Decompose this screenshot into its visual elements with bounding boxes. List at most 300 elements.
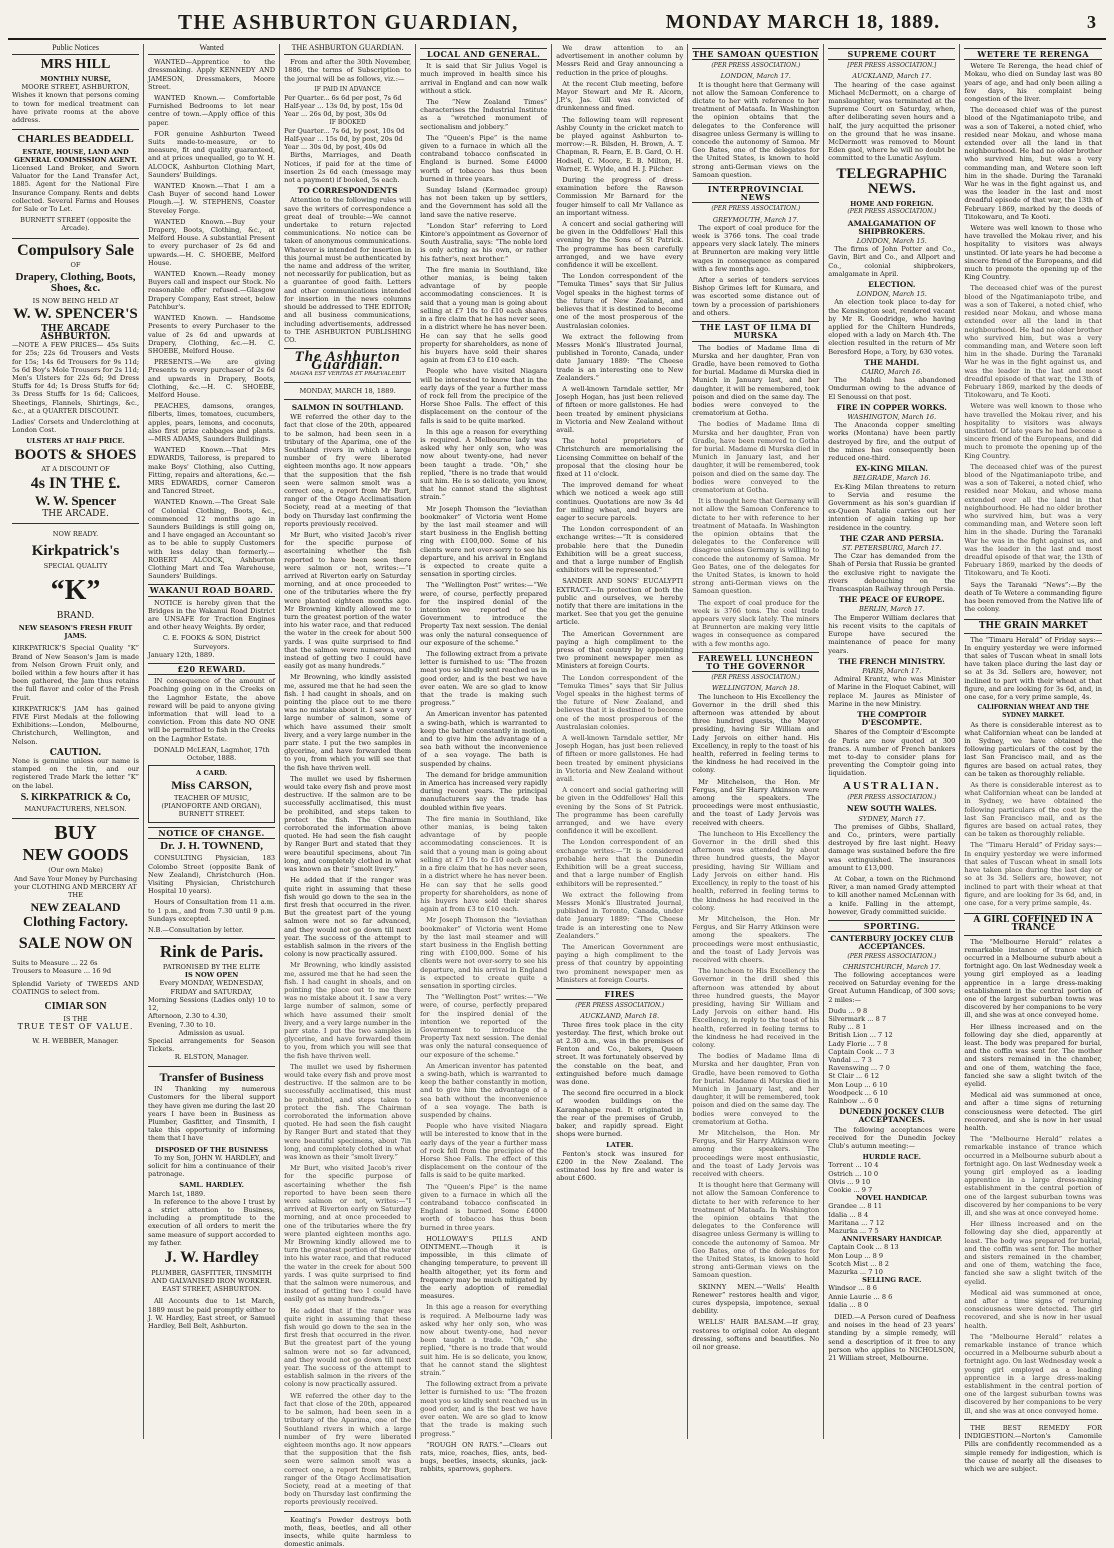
article-text: Wetere was well known to those who have travelled the Mokau river, and his hospitality to visitors was always unstinted. Of late years he had become a sincere friend of the Europeans, and did much to promote the opening up of the King Country. bbox=[964, 402, 1103, 460]
acceptance-row: Mazurka ... 7 10 bbox=[828, 1268, 883, 1277]
news-item: The demand for bridge ammunition in America has increased very rapidly during recent years. The principal manufacturers say the trade has doubled within five years. bbox=[420, 770, 548, 812]
ad-subtitle: CAUTION. bbox=[49, 747, 102, 758]
news-item: The fire mania in Southland, like other manias, is being taken advantage of by people accommodating consciences. It is said that a young man is going about selling at £7 10s to £10 each shares in a fire claim that he has never seen, in a district where he has never been. He can say that he sells good property for shareholders, as none of his buyers have sold their shares again at from £3 to £10 each. bbox=[420, 814, 548, 914]
ad-text: TEACHER OF MUSIC, (PIANOFORTE AND ORGAN), bbox=[161, 794, 262, 811]
article-text: WE referred the other day to the fact that close of the 20th, appeared to be salmon, had been seen in a tributary of the Aparima, one of the Southland rivers in which a large number of fry were liberated eighteen months ago. It now appears that the supposition that the fish seen were salmon smolt was a correct one, a report from Mr Burt, ranger of the Otago Acclimatisation Society, read at a meeting of that body on Thursday last confirming the reports previously received. bbox=[284, 413, 412, 528]
ad-subtitle: MANUFACTURERS, NELSON. bbox=[24, 805, 127, 814]
article-heading: THE PEACE OF EUROPE. bbox=[838, 595, 945, 605]
article-text: The luncheon to His Excellency the Governor in the drill shed this afternoon was attended by about three hundred guests, the Mayor presiding, having Sir William and Lady Jervois on either hand. His Excellency, in reply to the toast of his health, referred in feeling terms to the kindness he had received in the colony. bbox=[692, 967, 820, 1049]
section-heading: TELEGRAPHIC NEWS. bbox=[836, 165, 948, 198]
notice-text: Hours of Consultation from 11 a.m. to 1 p.m., and from 7.30 until 9 p.m. Sundays excepted. bbox=[148, 898, 276, 923]
advertisement-text: DIED.—A Person cured of Deafness and noises in the head of 23 years' standing by a simple remedy, will send a description of it free to any person who applies to NICHOLSON, 21 William street, Melbourne. bbox=[828, 1313, 956, 1363]
column-heading: Wanted bbox=[148, 44, 275, 55]
ad-date: March 1st, 1889. bbox=[148, 1189, 206, 1198]
ad-title: W. W. SPENCER'S bbox=[13, 305, 138, 322]
news-item: At the recent Club meeting, before Mayor Stewart and Mr R. Alcorn, J.P.'s, Jas. Gill was convicted of drunkenness and fined. bbox=[556, 79, 684, 113]
ad-title: CIMIAR SON bbox=[44, 1001, 107, 1013]
ad-text: Evening, 7.30 to 10. bbox=[148, 1020, 216, 1029]
acceptance-row: Idalia ... 8 0 bbox=[828, 1300, 869, 1309]
acceptance-row: Cookie ... 9 7 bbox=[828, 1186, 873, 1195]
ad-title: S. KIRKPATRICK & Co, bbox=[20, 791, 131, 803]
article-subheading: CALIFORNIAN WHEAT AND THE SYDNEY MARKET. bbox=[977, 704, 1089, 720]
article-text: The “Melbourne Herald” relates a remarkable instance of trance which occurred in a Melbourne suburb about a fortnight ago. On last Wednesday week a young girl employed as a leading apprentice in a large dress-making establishment in the central portion of one of the largest suburban towns was discovered by her companions to be very ill, and she was at once conveyed home. bbox=[964, 1135, 1103, 1218]
article-text: Three fires took place in the city yesterday. The first, which broke out at 2.30 a.m., was in the premises of Fenton and Co., bakers, Queen street. It was fortunately observed by the constable on the beat, and extinguished before much damage was done. bbox=[556, 1020, 684, 1086]
terms-heading: IF PAID IN ADVANCE bbox=[314, 85, 381, 93]
news-item: In this age a reason for everything is required. A Melbourne lady was asked why her only son, who was now about twenty-one, had never been taught a trade. “Oh,” she replied, “there is no trade that would suit him. He is so delicate, you know, that he cannot stand the slightest strain.” bbox=[420, 427, 548, 502]
paper-nameplate: The Ashburton Guardian. bbox=[294, 349, 401, 374]
news-item: The “Queen's Pipe” is the name given to a furnace in which all the contraband tobacco confiscated in England is burned. Some £4000 worth of tobacco has thus been burned in three years. bbox=[420, 1182, 548, 1232]
ad-title: NEW GOODS bbox=[22, 845, 129, 865]
column-heading: Public Notices bbox=[12, 44, 139, 55]
news-item: People who have visited Niagara will be interested to know that in the early days of the year a further mass of rock fell from the precipice of the Horse Shoe Falls. The effect of this displacement on the contour of the falls is said to be quite marked. bbox=[420, 1122, 548, 1180]
section-heading: FIRES bbox=[556, 988, 683, 1000]
ad-title: CHARLES BEADDELL bbox=[17, 133, 134, 146]
acceptance-row: Silvermark ... 8 7 bbox=[828, 1014, 887, 1023]
news-item: An American inventor has patented a swing-bath, which is warranted to keep the bather constantly in motion, and to give him the advantage of a sea bath without the inconvenience of a sea voyage. The bath is suspended by chains. bbox=[420, 710, 548, 768]
divider bbox=[12, 129, 139, 130]
article-text: The Czar has demanded from the Shah of Persia that Russia be granted the exclusive right to navigate the rivers debouching on the Transcaspian Railway through Persia. bbox=[828, 552, 956, 594]
news-item: The “Wellington Post” writes:—“We were, of course, perfectly prepared for the inspired denial of the intention we reported of the Government to introduce the Property Tax next session. The denial was only the natural consequence of our exposure of the scheme.” bbox=[420, 993, 548, 1059]
article-heading: THE CZAR AND PERSIA. bbox=[839, 533, 944, 543]
ad-title: Rink de Paris. bbox=[159, 942, 264, 962]
acceptance-row: Dudu ... 9 8 bbox=[828, 1006, 868, 1015]
acceptance-row: Rainbow ... 6 0 bbox=[828, 1097, 879, 1105]
race-heading: SELLING RACE. bbox=[862, 1276, 922, 1285]
acceptance-row: St Clair ... 6 12 bbox=[828, 1072, 880, 1081]
news-item: It is said that Sir Julius Vogel is much improved in health since his arrival in England and can now walk without a stick. bbox=[420, 62, 548, 95]
terms-line: Year ... 26s 0d, by post, 30s 0d bbox=[284, 110, 387, 119]
article-text: At Cobar, a town on the Richmond River, a man named Grady attempted to kill another named McLennan with a knife. Falling in the attempt, however, Grady committed suicide. bbox=[828, 874, 956, 916]
classified-ad: WANTED Known.—That Mrs EDWARDS, Tailoress, is prepared to make Boys' Clothing, also Cutting, Fitting, repairs and alterations, &c.—MRS EDWARDS, corner Cameron and Tancred Street. bbox=[148, 446, 276, 496]
race-heading: HURDLE RACE. bbox=[862, 1153, 921, 1162]
column-wanted bbox=[144, 44, 280, 1439]
ad-text: IS THE bbox=[63, 1014, 88, 1023]
dateline: BELGRADE, March 16. bbox=[852, 474, 931, 483]
acceptance-row: Olvis ... 9 10 bbox=[828, 1177, 871, 1186]
ad-text: In reference to the above I trust by a strict attention to Business, including a promptitude to the execution of all orders to merit the same measure of support accorded to my father. bbox=[148, 1197, 276, 1247]
news-item: We draw attention to an advertisement in another column by Messrs Reid and Gray announcing a reduction in the price of ploughs. bbox=[556, 44, 684, 77]
article-text: The firms of John Potter and Co., Gavin, Birt and Co., and Allport and Co., colonial shipbrokers, amalgamate in April. bbox=[828, 245, 956, 278]
news-item: The hotel proprietors of Christchurch are memorialising the Licensing Committee on behalf of the proposal that the closing hour be fixed at 11 o'clock. bbox=[556, 437, 684, 478]
article-text: The Mahdi has abandoned Omdurman owing to the advance of El Senoussi on that post. bbox=[828, 376, 956, 401]
article-heading: ELECTION. bbox=[868, 279, 916, 289]
article-text: WE referred the other day to the fact that close of the 20th, appeared to be salmon, had been seen in a tributary of the Aparima, one of the Southland rivers in which a large number of fry were liberated eighteen months ago. It now appears that the supposition that the fish seen were salmon smolt was a correct one, a report from Mr Burt, ranger of the Otago Acclimatisation Society, read at a meeting of that body on Thursday last confirming the reports previously received. bbox=[284, 1391, 412, 1507]
article-text: The mullet we used by fishermen would take every fish and prove most destructive. If the salmon are to be successfully acclimatised, this must be prohibited, and steps taken to protect the fish. The Chairman corroborated the information above quoted. He had seen the fish caught by Ranger Burt and stated that they were beautiful specimens, about 7in long, and completely clothed in what was known as their “smolt livery.” bbox=[284, 1062, 412, 1161]
divider bbox=[148, 1066, 275, 1067]
terms-line: Per Quarter... 6s 6d per post, 7s 6d bbox=[284, 94, 402, 103]
acceptance-row: Scotch Mist ... 8 2 bbox=[828, 1259, 890, 1268]
ad-text: Wishes it known that persons coming to town for medical treatment can have private rooms at the above address. bbox=[12, 91, 140, 124]
article-text: Wetere Te Rerenga, the head chief of Mokau, who died on Sunday last was 80 years of age, and had only been ailing a few days, his complaint being congestion of the liver. bbox=[964, 62, 1103, 104]
ad-title: Kirkpatrick's bbox=[31, 543, 120, 560]
section-subheading: (PER PRESS ASSOCIATION.) bbox=[847, 952, 937, 960]
section-subheading: (PER PRESS ASSOCIATION.) bbox=[711, 674, 801, 682]
ad-title: 4s IN THE £. bbox=[30, 474, 121, 492]
section-subheading: (PER PRESS ASSOCIATION.) bbox=[711, 62, 801, 70]
price-line: Trousers to Measure ... 16 9d bbox=[12, 967, 112, 976]
news-item: The London correspondent of an exchange writes:—“It is considered probable here that the Dunedin Exhibition will be a great success, and that a large number of English exhibitors will be represented.” bbox=[556, 525, 684, 575]
article-text: The premises of Gibbs, Shallard, and Co., printers, were partially destroyed by fire last night. Heavy damage was sustained before the fire was extinguished. The insurances amount to £13,000. bbox=[828, 822, 956, 872]
advertisement-text: SKINNY MEN.—“Wells' Health Renewer” restores health and vigor, cures dyspepsia, impotence, sexual debility. bbox=[692, 1282, 820, 1316]
masthead bbox=[8, 6, 1106, 40]
article-text: Mr Mitchelson, the Hon. Mr Fergus, and Sir Harry Atkinson were among the speakers. The proceedings were most enthusiastic, and the toast of Lady Jervois was received with cheers. bbox=[692, 1128, 820, 1178]
column-wetere bbox=[960, 44, 1106, 1473]
article-heading: THE MAHDI. bbox=[864, 357, 920, 367]
article-text: The Emperor William declares that his recent visits to the capitals of Europe have secured the maintenance of peace for many years. bbox=[828, 613, 956, 655]
article-heading: THE COMPTOIR D'ESCOMPTE. bbox=[857, 709, 927, 728]
article-text: As there is considerable interest as to what Californian wheat can be landed at in Sydney, we have obtained the following particulars of the cost by the last San Francisco mail, and as the figures are based on actual rates, they can be taken as thoroughly reliable. bbox=[964, 781, 1103, 839]
acceptance-row: Captain Cook ... 8 13 bbox=[828, 1243, 899, 1252]
section-heading: A GIRL COFFINED IN A TRANCE bbox=[964, 913, 1102, 935]
article-text: The export of coal produce for the week is 3766 tons. The coal trade appears very slack lately. The miners at Brunnerton are making very little wages in consequence as compared with a few months ago. bbox=[692, 598, 820, 648]
column-local-general bbox=[416, 44, 552, 1474]
terms-line: Per Quarter... 7s 6d, by post, 10s 0d bbox=[284, 126, 405, 135]
news-item: A concert and social gathering will be given in the Oddfellows' Hall this evening by the Sons of St Patrick. The programme has been carefully arranged, and we have every confidence it will be excellent. bbox=[556, 786, 684, 836]
acceptances-list bbox=[828, 1284, 955, 1309]
article-text: After a series of tenders services Bishop Grimes left for Kumara, and was escorted some distance out of town by a procession of parishioners and others. bbox=[692, 276, 820, 317]
section-heading: WETERE TE RERENGA bbox=[964, 48, 1102, 60]
acceptance-row: Woodpeck ... 6 10 bbox=[828, 1088, 888, 1097]
news-item: A well-known Tarndale settler, Mr Joseph Hogan, has just been relieved of fifteen or more gallstones. He had been treated by eminent physicians in Victoria and New Zealand without avail. bbox=[556, 384, 684, 434]
news-item: The “New Zealand Times” characterises the Industrial Institute as a “wretched monument of sectionalism and jobbery.” bbox=[420, 98, 548, 131]
notice-heading: WAKANUI ROAD BOARD. bbox=[149, 585, 274, 596]
ad-clothing-factory bbox=[12, 823, 139, 1045]
ad-title: NEW ZEALAND bbox=[30, 900, 121, 915]
divider bbox=[284, 382, 411, 383]
article-text: Admiral Krantz, who was Minister of Marine in the Floquet Cabinet, will replace M. Jaures as Minister of Marine in the new Ministry. bbox=[828, 675, 956, 708]
ad-text: IS NOW BEING HELD AT bbox=[32, 296, 119, 305]
ad-address: BURNETT STREET. bbox=[178, 810, 245, 819]
article-text: The following acceptances were received for the Dunedin Jockey Club's autumn meeting:— bbox=[828, 1125, 956, 1151]
dateline: AUCKLAND, March 17. bbox=[852, 72, 932, 81]
ad-title: Transfer of Business bbox=[159, 1069, 264, 1084]
acceptances-list bbox=[828, 1007, 955, 1105]
ad-title: Dr. J. H. TOWNEND, bbox=[160, 839, 263, 852]
ad-title: Compulsory Sale bbox=[17, 241, 134, 259]
article-text: Mr Burt, who visited Jacob's river for the specific purpose of ascertaining whether the fish reported to have been seen there were salmon or not, writes:—“I arrived at Riverton early on Saturday morning, and at once proceeded to one of the tributaries where the fry were planted eighteen months ago. Mr Browning kindly allowed me to turn the greatest portion of the water into his water race, and that reduced the water in the creek for about 500 yards. I was quite surprised to find that the salmon were numerous, and instead of getting two I could have easily got as many hundreds.” bbox=[284, 1164, 412, 1304]
divider bbox=[284, 399, 411, 400]
acceptance-row: Lady Florie ... 7 8 bbox=[828, 1039, 888, 1048]
notice-signature: C. E. FOOKS & SON, District Surveyors. bbox=[162, 634, 261, 651]
ad-address: BURNETT STREET (opposite the Arcade). bbox=[20, 216, 131, 233]
section-subheading: (PER PRESS ASSOCIATION.) bbox=[575, 1002, 665, 1010]
column-samoan-question bbox=[688, 44, 824, 1439]
section-subheading: (PER PRESS ASSOCIATION.) bbox=[847, 794, 937, 802]
news-item: Mr Joseph Thomson the “leviathan bookmaker” of Victoria went Home by the last mail steamer and will start business in the English betting ring with £100,000. Some of his clients were not over-sorry to see his departure, and his arrival in England is expected to create quite a sensation in sporting circles. bbox=[420, 916, 548, 990]
article-heading: DUNEDIN JOCKEY CLUB ACCEPTANCES. bbox=[839, 1107, 945, 1125]
article-heading: CANTERBURY JOCKEY CLUB ACCEPTANCES. bbox=[830, 934, 954, 952]
ad-subtitle: THE ARCADE ASHBURTON. bbox=[40, 323, 111, 342]
ad-text: Splendid Variety of TWEEDS AND COATINGS to select from. bbox=[12, 979, 140, 996]
classified-ad: WANTED Known.—Ready money Buyers call and inspect our Stock. No reasonable offer refused.—Glasgow Drapery Company, East street, below Patchbur's. bbox=[148, 270, 276, 311]
news-item: In this age a reason for everything is required. A Melbourne lady was asked why her only son, who was now about twenty-one, had never been taught a trade. “Oh,” she replied, “there is no trade that would suit him. He is so delicate, you know, that he cannot stand the slightest strain.” bbox=[420, 1303, 548, 1378]
dateline: LONDON, March 15. bbox=[856, 236, 927, 245]
ad-title: MRS HILL bbox=[40, 57, 111, 73]
ad-text: OF bbox=[70, 261, 81, 270]
column-heading: THE ASHBURTON GUARDIAN. bbox=[284, 44, 411, 55]
ad-text: Morning Sessions (Ladies only) 10 to 12, bbox=[148, 995, 276, 1013]
ad-subtitle: DISPOSED OF THE BUSINESS bbox=[155, 1145, 268, 1154]
article-text: Shares of the Comptoir d'Escompte de Paris are now quoted at 300 francs. A number of French bankers met to-day to consider plans for preventing the Comptoir going into liquidation. bbox=[828, 728, 956, 778]
article-text: The following acceptances were received on Saturday evening for the Great Autumn Handicap, of 300 sovs; 2 miles:— bbox=[828, 970, 956, 1004]
section-heading: SPORTING. bbox=[828, 920, 955, 932]
article-text: Wetere was well known to those who have travelled the Mokau river, and his hospitality to visitors was always unstinted. Of late years he had become a sincere friend of the Europeans, and did much to promote the opening up of the King Country. bbox=[964, 224, 1103, 282]
news-item: People who have visited Niagara will be interested to know that in the early days of the year a further mass of rock fell from the precipice of the Horse Shoe Falls. The effect of this displacement on the contour of the falls is said to be quite marked. bbox=[420, 367, 548, 425]
section-heading: THE LAST OF ILMA DI MURSKA bbox=[692, 321, 819, 341]
columns bbox=[8, 43, 1106, 1548]
classified-ad: WANTED Known.—Buy your Drapery, Boots, Clothing, &c., at Melford House. A substantial Present to every purchaser of 2s 6d and upwards.—H. C. SHOEBE, Melford House. bbox=[148, 217, 276, 267]
notice-text: N.B.—Consultation by letter. bbox=[148, 926, 244, 935]
article-text: It is thought here that Germany will not allow the Samoan Conference to dictate to her with reference to her treatment of Mataafa. In Washington the opinion obtains that the delegates to the Conference will disagree unless Germany is willing to concede the autonomy of Samoa. Mr Geo Bates, one of the delegates for the United States, is known to hold strong anti-German views on the Samoan question. bbox=[692, 80, 820, 179]
trademark-k: “K” bbox=[50, 575, 101, 607]
ad-subtitle: THE ARCADE. bbox=[42, 508, 109, 519]
section-heading: INTERPROVINCIAL NEWS bbox=[692, 183, 819, 203]
dateline: LONDON, March 15. bbox=[856, 290, 927, 299]
ad-subtitle: IS NOW OPEN bbox=[184, 971, 239, 980]
section-heading: TO CORRESPONDENTS bbox=[297, 186, 398, 196]
acceptances-list bbox=[828, 1161, 955, 1194]
article-text: He added that if the ranger was quite right in assuming that these fish would go down to the sea in the first fresh that occurred in the river. But the greatest part of the young salmon were not so far advanced, and they would not go down till next year. The success of the attempt to establish salmon in the rivers of the colony is now practically assured. bbox=[284, 1306, 412, 1389]
section-heading: SUPREME COURT bbox=[828, 48, 955, 60]
page-number: 3 bbox=[1086, 11, 1096, 32]
section-subheading: [PER PRESS ASSOCIATION.] bbox=[847, 62, 937, 70]
acceptance-row: Windsor ... 8 6 bbox=[828, 1284, 877, 1293]
article-text: Attention to the following rules will save the writers of correspondence a great deal of trouble:—We cannot undertake to return rejected communications. No notice can be taken of anonymous communications. Whatever is intended for insertion in this journal must be authenticated by the name and address of the writer, not necessarily for publication, but as a guarantee of good faith. Letters and other communications intended for insertion in the news columns should be addressed to THE EDITOR; and all business communications, including advertisements, addressed to THE ASHBURTON PUBLISHING CO. bbox=[284, 196, 412, 344]
acceptance-row: Grandee ... 8 11 bbox=[828, 1202, 883, 1211]
dateline: WASHINGTON, March 16. bbox=[847, 413, 937, 422]
dateline: LATER. bbox=[606, 1141, 634, 1150]
ad-title: BUY bbox=[54, 822, 97, 845]
article-text: Her illness increased and on the following day she died, apparently at least. The body was prepared for burial, and the coffin was sent for. The mother and sisters remained in the chamber, and one of them, watching the face, fancied she saw a slight twitch of the eyelid. bbox=[964, 1220, 1103, 1286]
ad-subtitle: ULSTERS AT HALF PRICE. bbox=[26, 437, 125, 446]
terms-line: Year ... 30s 0d, by post, 40s 0d bbox=[284, 143, 387, 152]
article-heading: FIRE IN COPPER WORKS. bbox=[836, 402, 947, 412]
article-text: The second fire occurred in a block of wooden buildings on the Karangahape road. It originated in the rear of the premises of Grubb, baker, and rapidly spread. Eight shops were burned. bbox=[556, 1089, 684, 1139]
news-item: The London correspondent of an exchange writes:—“It is considered probable here that the Dunedin Exhibition will be a great success, and that a large number of English exhibitors will be represented.” bbox=[556, 838, 684, 888]
ad-text: IN Thanking my numerous Customers for the liberal support they have given me during the last 20 years I have been in Business as Plumber, Gasfitter, and Tinsmith, I take this opportunity of informing them that I have bbox=[148, 1085, 276, 1143]
notice-text: NOTICE is hereby given that the Bridges in the Wakanui Road District are UNSAFE for Traction Engines and other heavy Weights. By order, bbox=[148, 598, 276, 632]
article-text: Mr Browning, who kindly assisted me, assured me that he had seen the fish. I had caught in shoals, and on pointing the place out to me there was no mistake about it. I saw a very large number of salmon, some of which have assumed their smolt livery, and a very large number in the parr state. I put the two samples in glycerine, and have forwarded them to you, from which you will see that the fish have thriven well. bbox=[284, 673, 412, 772]
ad-title: Clothing Factory. bbox=[23, 914, 129, 930]
ad-spencer bbox=[12, 243, 139, 518]
dateline: GREYMOUTH, March 17. bbox=[712, 215, 799, 224]
acceptances-list bbox=[828, 1243, 955, 1276]
article-text: The deceased chief was of the purest blood of the Ngatimaniapoto tribe, and was a son of Takerei, a noted chief, who resided near Mokau, and whose mana extended over all the land in that neighbourhood. He had no older brother who survived him, but was a very commanding man, and Wetere soon left him in the shade. During the Taranaki War he was in the fight against us, and was the leader in the last and most dreadful episode of that war, the 13th of February 1869, marked by the deeds of Titokowaru, and Te Kooti. bbox=[964, 462, 1103, 578]
news-item: Sunday Island (Kermadec group) has not been taken up by settlers, and the Government has sold all the land save the native reserve. bbox=[420, 186, 548, 219]
article-text: The deceased chief was of the purest blood of the Ngatimaniapoto tribe, and was a son of Takerei, a noted chief, who resided near Mokau, and whose mana extended over all the land in that neighbourhood. He had no older brother who survived him, but was a very commanding man, and Wetere soon left him in the shade. During the Taranaki War he was in the fight against us, and was the leader in the last and most dreadful episode of that war, the 13th of February 1869, marked by the deeds of Titokowaru, and Te Kooti. bbox=[964, 284, 1103, 400]
acceptance-row: Vandal ... 7 3 bbox=[828, 1055, 872, 1064]
article-text: Fenton's stock was insured for £200 in the New Zealand. The estimated loss by fire and water is about £600. bbox=[556, 1149, 684, 1183]
ad-subtitle: Drapery, Clothing, Boots, Shoes, &c. bbox=[15, 270, 136, 295]
article-text: The “Timaru Herald” of Friday says:—In enquiry yesterday we were informed that sales of Tuscan wheat in small lots have taken place during the last day or so at 3s 3d. Sellers are, however, not inclined to part with their wheat at that figure, and are looking for 3s 6d, and, in one case, for a very prime sample, 4s. bbox=[964, 841, 1103, 907]
column-editorial bbox=[280, 43, 416, 1548]
ad-kirkpatrick bbox=[12, 530, 139, 813]
section-heading: LOCAL AND GENERAL. bbox=[420, 48, 547, 60]
article-text: It is thought here that Germany will not allow the Samoan Conference to dictate to her with reference to her treatment of Mataafa. In Washington the opinion obtains that the delegates to the Conference will disagree unless Germany is willing to concede the autonomy of Samoa. Mr Geo Bates, one of the delegates for the United States, is known to hold strong anti-German views on the Samoan question. bbox=[692, 497, 820, 596]
news-item: We extract the following from Messrs Monk's Illustrated Journal, published in Toronto, Canada, under date January 1889: “The Cheese trade is an interesting one to New Zealanders.” bbox=[556, 332, 684, 382]
price-line: Suits to Measure ... 22 6s bbox=[12, 959, 98, 968]
article-text: The “Melbourne Herald” relates a remarkable instance of trance which occurred in a Melbourne suburb about a fortnight ago. On last Wednesday week a young girl employed as a leading apprentice in a large dress-making establishment in the central portion of one of the largest suburban towns was discovered by her companions to be very ill, and she was at once conveyed home. bbox=[964, 937, 1103, 1020]
news-item: Mr Joseph Thomson the “leviathan bookmaker” of Victoria went Home by the last mail steamer and will start business in the English betting ring with £100,000. Some of his clients were not over-sorry to see his departure, and his arrival in England is expected to create quite a sensation in sporting circles. bbox=[420, 504, 548, 579]
classified-ad: PRESENTS.—We are giving Presents to every purchaser of 2s 6d and upwards in Drapery, Boots, Clothing, &c.—H. C. SHOEBE, Melford House. bbox=[148, 358, 276, 399]
article-text: The deceased chief was of the purest blood of the Ngatimaniapoto tribe, and was a son of Takerei, a noted chief, who resided near Mokau, and whose mana extended over all the land in that neighbourhood. He had no older brother who survived him, but was a very commanding man, and Wetere soon left him in the shade. During the Taranaki War he was in the fight against us, and was the leader in the last and most dreadful episode of that war, the 13th of February 1869, marked by the deeds of Titokowaru, and Te Kooti. bbox=[964, 106, 1103, 221]
ad-subtitle: A CARD. bbox=[196, 769, 228, 778]
ad-title: W. W. Spencer bbox=[34, 493, 117, 509]
ad-text: AT A DISCOUNT OF bbox=[41, 465, 110, 474]
article-text: It is thought here that Germany will not allow the Samoan Conference to dictate to her with reference to her treatment of Mataafa. In Washington the opinion obtains that the delegates to the Conference will disagree unless Germany is willing to concede the autonomy of Samoa. Mr Geo Bates, one of the delegates for the United States, is known to hold strong anti-German views on the Samoan question. bbox=[692, 1181, 820, 1280]
news-item: The London correspondent of the “Temuka Times” says that Sir Julius Vogel speaks in the highest terms of the future of New Zealand, and believes that it is destined to become one of the most prosperous of the Australasian colonies. bbox=[556, 673, 684, 731]
article-heading: NEW SOUTH WALES. bbox=[846, 804, 937, 814]
terms-text: Births, Marriages, and Death Notices, if paid for at the time of insertion 2s 6d each (message may not a payment) if booked, 5s each. bbox=[284, 151, 412, 185]
ad-text: Licensed Land Broker, and Sworn Valuator for the Land Transfer Act, 1885. Agent for the National Fire Insurance Company. Rents and debts collected. Several Farms and Houses for Sale or To Let. bbox=[12, 164, 140, 214]
article-heading: SALMON IN SOUTHLAND. bbox=[291, 402, 404, 412]
ad-text: Every MONDAY, WEDNESDAY, FRIDAY and SATURDAY, bbox=[159, 979, 264, 996]
news-item: The following extract from a private letter is furnished to us: “The frozen meat you so kindly sent reached us in good order, and is the best we have ever eaten. We are so glad to know that the trade is making such progress.” bbox=[420, 650, 548, 708]
dateline: WELLINGTON, March 18. bbox=[711, 684, 800, 693]
ad-signature: W. H. WEBBER, Manager. bbox=[32, 1036, 119, 1045]
news-item: The “Queen's Pipe” is the name given to a furnace in which all the contraband tobacco confiscated in England is burned. Some £4000 worth of tobacco has thus been burned in three years. bbox=[420, 133, 548, 183]
acceptance-row: Captain Cook ... 7 3 bbox=[828, 1047, 895, 1056]
ad-subtitle: BRAND. bbox=[56, 610, 95, 621]
article-text: Mr Burt, who visited Jacob's river for the specific purpose of ascertaining whether the fish reported to have been seen there were salmon or not, writes:—“I arrived at Riverton early on Saturday morning, and at once proceeded to one of the tributaries where the fry were planted eighteen months ago. Mr Browning kindly allowed me to turn the greatest portion of the water into his water race, and that reduced the water in the creek for about 500 yards. I was quite surprised to find that the salmon were numerous, and instead of getting two I could have easily got as many hundreds.” bbox=[284, 530, 412, 671]
article-text: The hearing of the case against Michael McDermott, on a charge of manslaughter, was terminated at the Supreme Court on Saturday, when, after deliberating seven hours and a half, the jury acquitted the prisoner on the ground that he was insane. McDermott was removed to Mount Eden gaol, where he will no doubt be committed to the Lunatic Asylum. bbox=[828, 80, 956, 163]
news-item: The American Government are paying a high compliment to the press of that country by appointing two prominent newspaper men as Ministers at foreign Courts. bbox=[556, 629, 684, 671]
news-item: SANDER AND SONS' EUCALYPTI EXTRACT.—In protection of both the public and ourselves, we hereby notify that there are imitations in the market. See that you get the genuine article. bbox=[556, 577, 684, 627]
article-heading: EX-KING MILAN. bbox=[855, 464, 928, 474]
section-subheading: (PER PRESS ASSOCIATION.) bbox=[847, 208, 937, 216]
race-heading: NOVEL HANDICAP. bbox=[856, 1194, 928, 1203]
column-local-continued bbox=[552, 44, 688, 1439]
advertisement-text: “ROUGH ON RATS.”—Clears out rats, mice, roaches, flies, ants, bed-bugs, beetles, insects, skunks, jack-rabbits, sparrows, gophers. bbox=[420, 1440, 548, 1474]
masthead-date: MONDAY MARCH 18, 1889. bbox=[665, 10, 941, 33]
dateline: SYDNEY, March 17. bbox=[858, 814, 926, 823]
masthead-title: THE ASHBURTON GUARDIAN, bbox=[178, 9, 519, 34]
terms-heading: IF BOOKED bbox=[329, 118, 366, 126]
news-item: The following team will represent Ashby County in the cricket match to be played against Ashburton to-morrow:—R. Bilsden, H. Brown, A. T. Chapman, R. Fearn, E. B. Gard, O. H. Hodsell, C. Moore, E. B. Milton, H. Warner, E. Wylde, and H. J. Pilcher. bbox=[556, 115, 684, 173]
article-text: The bodies of Madame Ilma di Murska and her daughter, Fran von Gradle, have been removed to Gotha for burial. Madame di Murska died in Munich in January last, and her daughter, it will be remembered, took poison and died on the same day. The bodies were conveyed to the crematorium at Gotha. bbox=[692, 420, 820, 494]
advertisement-text: Keating's Powder destroys both moth, fleas, beetles, and all other insects, while quite harmless to domestic animals. bbox=[284, 1515, 412, 1548]
news-item: The London correspondent of the “Temuka Times” says that Sir Julius Vogel speaks in the highest terms of the future of New Zealand, and believes that it is destined to become one of the most prosperous of the Australasian colonies. bbox=[556, 272, 684, 330]
dateline: PARIS, March 17. bbox=[862, 666, 922, 675]
article-text: Ex-King Milan threatens to return to Servia and resume the Government as his son's guardian if ex-Queen Natalie carries out her intention of again taking up her residence in the country. bbox=[828, 482, 956, 532]
news-item: The fire mania in Southland, like other manias, is being taken advantage of by people accommodating consciences. It is said that a young man is going about selling at £7 10s to £10 each shares in a fire claim that he has never seen, in a district where he has never been. He can say that he sells good property for shareholders, as none of his buyers have sold their shares again at from £3 to £10 each. bbox=[420, 265, 548, 365]
article-text: Mr Browning, who kindly assisted me, assured me that he had seen the fish. I had caught in shoals, and on pointing the place out to me there was no mistake about it. I saw a very large number of salmon, some of which have assumed their smolt livery, and a very large number in the parr state. I put the two samples in glycerine, and have forwarded them to you, from which you will see that the fish have thriven well. bbox=[284, 961, 412, 1060]
ad-text: —NOTE A FEW PRICES— 45s Suits for 25s; 22s 6d Trousers and Vests for 15s; 14s 6d Trousers for 9s 11d; 5s 6d Boy's Mole Trousers for 2s 11d; Men's Ulsters for 22s 6d; 9d Dress Stuffs for 4d; 1s Dress Stuffs for 6d; 3s Dress Stuffs for 1s 6d; Calicoes, Sheetings, Flannels, Shirtings, &c., &c., at a QUARTER DISCOUNT. bbox=[12, 341, 140, 415]
dateline: LONDON, March 17. bbox=[720, 72, 791, 81]
terms-line: Half-year ... 15s 0d, by post, 20s 0d bbox=[284, 135, 403, 144]
ad-subtitle: SPECIAL QUALITY bbox=[43, 562, 108, 571]
article-text: Medical aid was summoned at once, and after a time signs of returning consciousness were detected. The girl recovered, and she is now in her usual health. bbox=[964, 1288, 1103, 1330]
ad-subtitle: (Our own Make) bbox=[48, 866, 103, 875]
terms-line: Half-year ... 13s 0d, by post, 15s 0d bbox=[284, 102, 403, 111]
classified-ad: PEACHES, damsons, oranges, filberts, limes, tomatoes, cucumbers, apples, pears, lemons, and coconuts, also first prize cabbages and plants.—MRS ADAMS, Saunders Buildings. bbox=[148, 402, 276, 443]
news-item: We extract the following from Messrs Monk's Illustrated Journal, published in Toronto, Canada, under date January 1889: “The Cheese trade is an interesting one to New Zealanders.” bbox=[556, 890, 684, 940]
terms-text: From and after the 30th November, 1886, the terms of Subscription to the journal will be as follows, viz.:— bbox=[284, 58, 412, 83]
divider bbox=[12, 818, 139, 819]
advertisement-text: HOLLOWAY'S PILLS AND OINTMENT.—Though it is impossible, in this climate of changing temperature, to prevent ill health altogether, yet its form and frequency may be much mitigated by the early adoption of remedial measures. bbox=[420, 1234, 548, 1301]
ad-text: Afternoon, 2.30 to 4.30, bbox=[148, 1012, 228, 1021]
acceptance-row: Mon Loup ... 6 10 bbox=[828, 1080, 888, 1089]
divider bbox=[964, 1419, 1102, 1420]
divider bbox=[12, 238, 139, 239]
classified-ad: WANTED Known.—The Great Sale of Colonial Clothing, Boots, &c., commenced 12 months ago in Saunders Buildings is still going on, and I have engaged an Accountant so as to be able to supply Customers with less delay than formerly.—ROBERT ALCOCK, Ashburton Clothing Mart and Tea Warehouse, Saunders' Buildings. bbox=[148, 498, 276, 581]
ad-miss-carson bbox=[148, 765, 275, 822]
news-item: The following extract from a private letter is furnished to us: “The frozen meat you so kindly sent reached us in good order, and is the best we have ever eaten. We are so glad to know that the trade is making such progress.” bbox=[420, 1380, 548, 1438]
notice-date: January 12th, 1889. bbox=[148, 650, 215, 659]
section-subheading: HOME AND FOREIGN. bbox=[850, 200, 934, 209]
divider bbox=[284, 1511, 411, 1512]
article-heading: THE FRENCH MINISTRY. bbox=[838, 656, 946, 666]
classified-ad: WANTED Known.—That I am a Cash Buyer of second hand Lower Plough.—J. W. STEPHENS, Coaster Steveley Forge. bbox=[148, 182, 276, 215]
dateline: AUCKLAND, March 18. bbox=[580, 1012, 660, 1021]
article-text: The bodies of Madame Ilma di Murska and her daughter, Fran von Gradle, have been removed to Gotha for burial. Madame di Murska died in Munich in January last, and her daughter, it will be remembered, took poison and died on the same day. The bodies were conveyed to the crematorium at Gotha. bbox=[692, 1052, 820, 1126]
news-item: The improved demand for wheat which we noticed a week ago still continues. Quotations are now 3s 4d for milling wheat, and buyers are eager to secure parcels. bbox=[556, 481, 684, 522]
ad-text: NOW READY. bbox=[52, 530, 99, 539]
ad-subtitle: ESTATE, HOUSE, LAND AND GENERAL COMMISSION AGENT. bbox=[14, 147, 137, 164]
acceptance-row: Ruby ... 8 1 bbox=[828, 1023, 867, 1032]
section-heading: THE GRAIN MARKET bbox=[964, 619, 1102, 633]
ad-subtitle: MONTHLY NURSE, bbox=[40, 74, 111, 83]
article-text: Her illness increased and on the following day she died, apparently at least. The body was prepared for burial, and the coffin was sent for. The mother and sisters remained in the chamber, and one of them, watching the face, fancied she saw a slight twitch of the eyelid. bbox=[964, 1022, 1103, 1088]
acceptance-row: Ostrich ... 10 0 bbox=[828, 1169, 879, 1178]
ad-text: Special arrangements for Season Tickets. bbox=[148, 1036, 276, 1054]
article-text: Medical aid was summoned at once, and after a time signs of returning consciousness were detected. The girl recovered, and she is now in her usual health. bbox=[964, 1091, 1103, 1132]
article-text: As there is considerable interest as to what Californian wheat can be landed at in Sydney, we have obtained the following particulars of the cost by the last San Francisco mail, and as the figures are based on actual rates, they can be taken as thoroughly reliable. bbox=[964, 720, 1103, 778]
news-item: A concert and social gathering will be given in the Oddfellows' Hall this evening by the Sons of St Patrick. The programme has been carefully arranged, and we have every confidence it will be excellent. bbox=[556, 220, 684, 270]
dateline: ST. PETERSBURG, March 17. bbox=[842, 544, 942, 553]
ad-text: Admission as usual. bbox=[178, 1028, 245, 1037]
ad-text: None is genuine unless our name is stamped on the tin, and our registered Trade Mark the letter “K” on the label. bbox=[12, 756, 140, 790]
divider bbox=[148, 938, 275, 939]
column-public-notices bbox=[8, 44, 144, 1439]
paper-motto: MAGNA EST VERITAS ET PRAEVALEBIT bbox=[289, 370, 406, 377]
race-heading: ANNIVERSARY HANDICAP. bbox=[841, 1235, 943, 1244]
section-heading: THE SAMOAN QUESTION bbox=[692, 49, 819, 59]
article-text: The Anaconda copper smelting works (Montana) have been partly destroyed by fire, and the output of the mines has consequently been reduced one-third. bbox=[828, 421, 956, 463]
article-text: Mr Mitchelson, the Hon. Mr Fergus, and Sir Harry Atkinson were among the speakers. The proceedings were most enthusiastic, and the toast of Lady Jervois was received with cheers. bbox=[692, 914, 820, 964]
dateline: CHRISTCHURCH, March 17. bbox=[842, 962, 941, 971]
ad-subtitle: PATRONISED BY THE ELITE bbox=[162, 963, 261, 972]
ad-text: KIRKPATRICK'S Special Quality “K” Brand of New Season's Jam is made from Nelson Grown Fruit only, and boiled within a few hours after it has been gathered, the Jam thus retains the full flavor and color of the Fresh Fruit. bbox=[12, 644, 140, 702]
article-text: The luncheon to His Excellency the Governor in the drill shed this afternoon was attended by about three hundred guests, the Mayor presiding, having Sir William and Lady Jervois on either hand. His Excellency, in reply to the toast of his health, referred in feeling terms to the kindness he had received in the colony. bbox=[692, 829, 820, 912]
ad-subtitle: PLUMBER, GASFITTER, TINSMITH AND GALVANISED IRON WORKER. bbox=[151, 1268, 273, 1285]
article-heading: AMALGAMATION OF SHIPBROKERS. bbox=[847, 218, 936, 236]
news-item: A well-known Tarndale settler, Mr Joseph Hogan, has just been relieved of fifteen or more gallstones. He had been treated by eminent physicians in Victoria and New Zealand without avail. bbox=[556, 734, 684, 784]
news-item: The “Wellington Post” writes:—“We were, of course, perfectly prepared for the inspired denial of the intention we reported of the Government to introduce the Property Tax next session. The denial was only the natural consequence of our exposure of the scheme.” bbox=[420, 581, 548, 647]
article-text: Mr Mitchelson, the Hon. Mr Fergus, and Sir Harry Atkinson were among the speakers. The proceedings were most enthusiastic, and the toast of Lady Jervois was received with cheers. bbox=[692, 777, 820, 827]
acceptance-row: Mazurka ... 7 5 bbox=[828, 1227, 879, 1236]
dateline: BERLIN, March 17. bbox=[859, 605, 925, 614]
notice-heading: £20 REWARD. bbox=[148, 663, 275, 675]
acceptance-row: Ravenswing ... 7 0 bbox=[828, 1064, 890, 1073]
section-heading: AUSTRALIAN. bbox=[843, 779, 941, 792]
ad-text: And Save Your Money by Purchasing your CLOTHING AND MERCERY AT THE bbox=[13, 874, 138, 899]
notice-text: CONSULTING Physician, 183 Colombo Street (opposite Bank of New Zealand), Christchurch (Hon. Visiting Physician, Christchurch Hospital 10 years). bbox=[148, 854, 276, 896]
section-heading: FAREWELL LUNCHEON TO THE GOVERNOR bbox=[692, 652, 819, 672]
ad-subtitle: TRUE TEST OF VALUE. bbox=[17, 1021, 134, 1031]
notice-heading: NOTICE OF CHANGE. bbox=[148, 827, 275, 839]
ad-text: KIRKPATRICK'S JAM has gained FIVE First Medals at the following Exhibitions:—London, Melbourne, Christchurch, Wellington, and Nelson. bbox=[12, 704, 140, 746]
news-item: An American inventor has patented a swing-bath, which is warranted to keep the bather constantly in motion, and to give him the advantage of a sea bath without the inconvenience of a sea voyage. The bath is suspended by chains. bbox=[420, 1061, 548, 1119]
classified-ad: WANTED Known.— Comfortable Furnished Bedrooms to let near centre of town.—Apply office of this paper. bbox=[148, 94, 276, 127]
divider bbox=[12, 523, 139, 524]
article-text: He added that if the ranger was quite right in assuming that these fish would go down to the sea in the first fresh that occurred in the river. But the greatest part of the young salmon were not so far advanced, and they would not go down till next year. The success of the attempt to establish salmon in the rivers of the colony is now practically assured. bbox=[284, 876, 412, 959]
news-item: During the progress of dress-examination before the Rawson Commission Mr Barnard for the fouger himself to call Mr Vallance as an important witness. bbox=[556, 176, 684, 217]
acceptance-row: Mon Loup ... 8 9 bbox=[828, 1251, 884, 1260]
notice-text: IN consequence of the amount of Poaching going on in the Creeks on the Lagmhor Estate, the above reward will be paid to anyone giving information that will lead to a conviction. From this date NO ONE will be permitted to fish in the Creeks on the Lagmhor Estate. bbox=[148, 677, 276, 743]
ad-mrs-hill bbox=[12, 58, 139, 124]
article-text: Says the Taranaki “News”:—By the death of Te Wetere a commanding figure has been removed from the Native life of the colony. bbox=[964, 580, 1103, 614]
